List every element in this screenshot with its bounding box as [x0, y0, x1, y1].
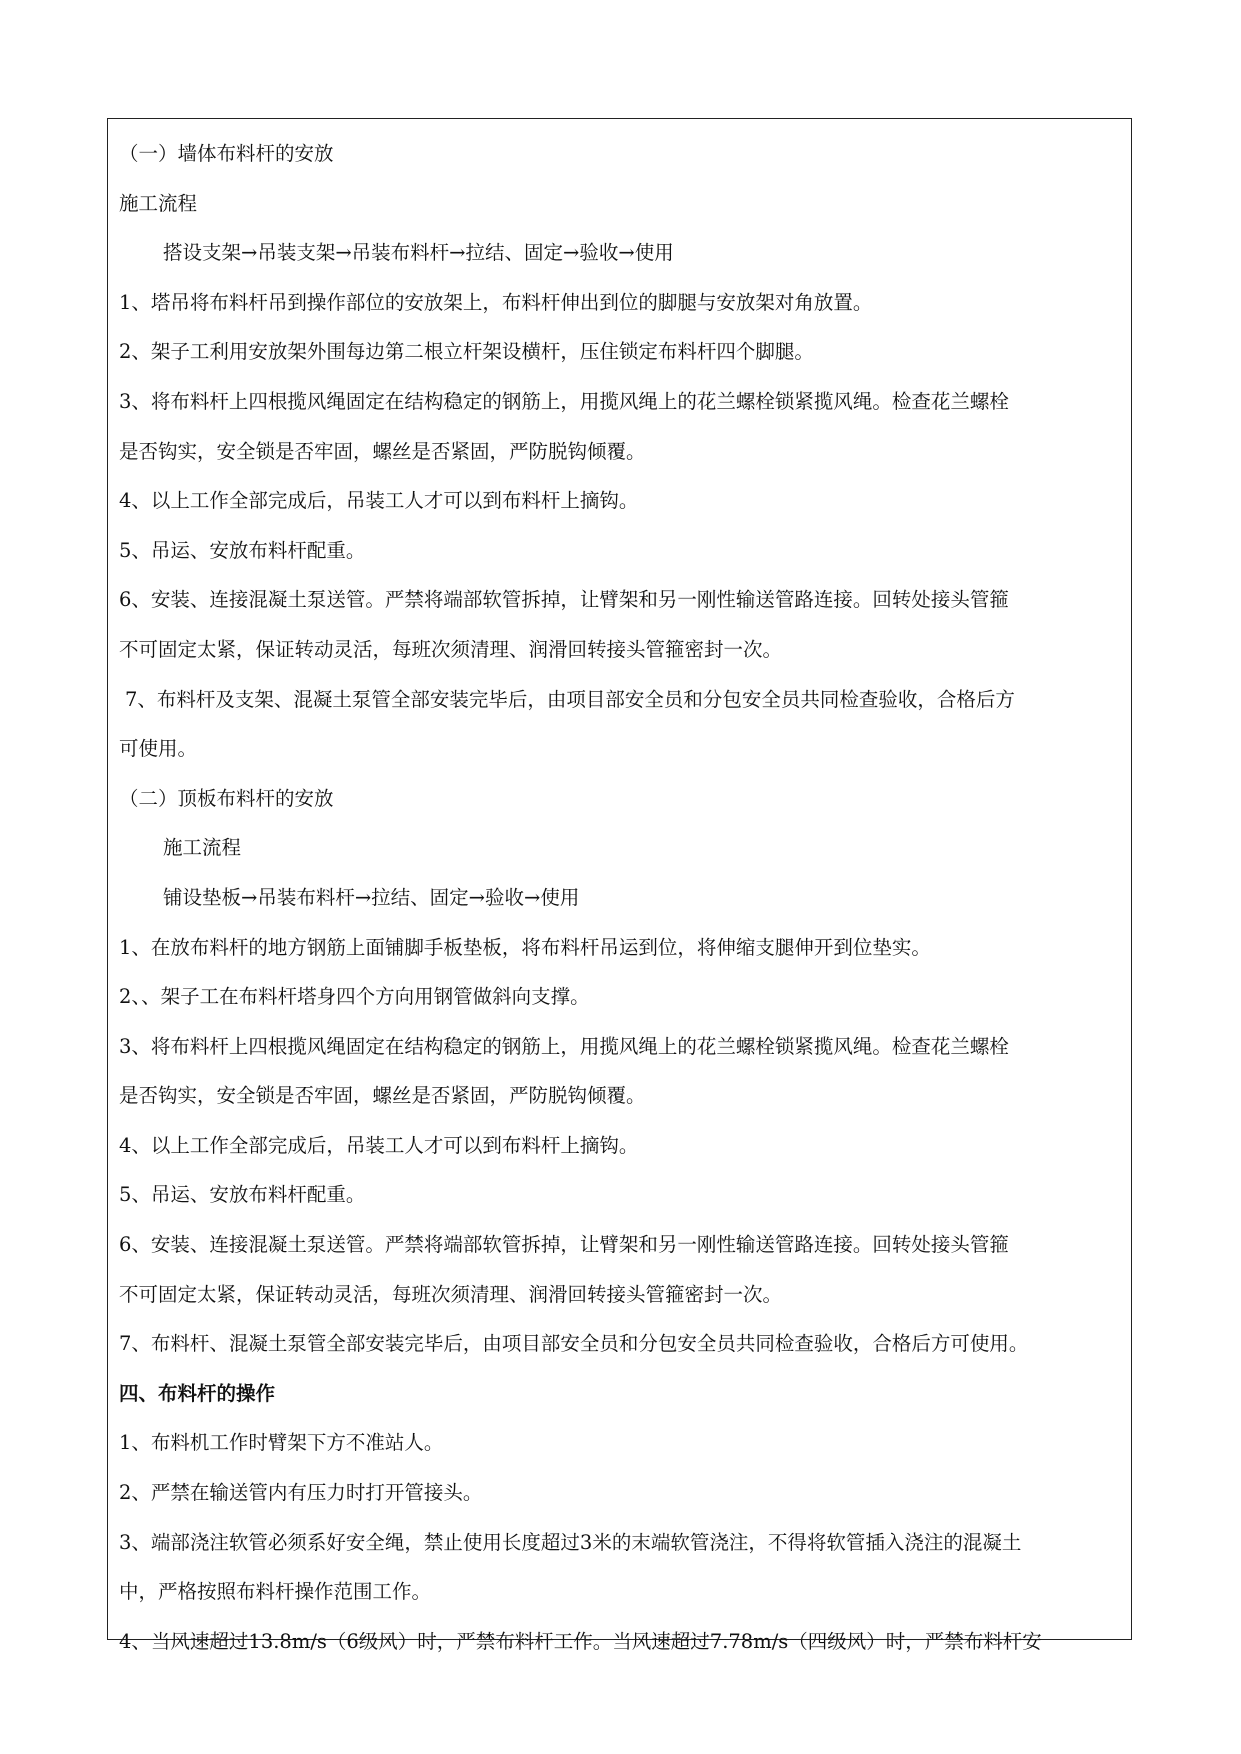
paragraph-line: 7、布料杆、混凝土泵管全部安装完毕后，由项目部安全员和分包安全员共同检查验收，合格后方可使用。: [119, 1332, 1029, 1356]
process-label: 施工流程: [119, 191, 198, 215]
paragraph-line: 1、布料机工作时臂架下方不准站人。: [119, 1431, 444, 1455]
section-heading-slab-boom: （二）顶板布料杆的安放: [119, 786, 334, 810]
paragraph-line: 是否钩实，安全锁是否牢固，螺丝是否紧固，严防脱钩倾覆。: [119, 439, 646, 463]
document-table-frame: [107, 118, 1132, 1653]
process-flow: 搭设支架→吊装支架→吊装布料杆→拉结、固定→验收→使用: [163, 241, 674, 265]
paragraph-line: 6、安装、连接混凝土泵送管。严禁将端部软管拆掉，让臂架和另一刚性输送管路连接。回转处接头管箍: [119, 588, 1009, 612]
paragraph-line: 6、安装、连接混凝土泵送管。严禁将端部软管拆掉，让臂架和另一刚性输送管路连接。回转处接头管箍: [119, 1233, 1009, 1257]
section-heading-operation: 四、布料杆的操作: [119, 1381, 276, 1405]
paragraph-line: 2、、架子工在布料杆塔身四个方向用钢管做斜向支撑。: [119, 985, 590, 1009]
paragraph-line: 是否钩实，安全锁是否牢固，螺丝是否紧固，严防脱钩倾覆。: [119, 1084, 646, 1108]
paragraph-line: 中，严格按照布料杆操作范围工作。: [119, 1580, 432, 1604]
paragraph-line: 3、将布料杆上四根揽风绳固定在结构稳定的钢筋上，用揽风绳上的花兰螺栓锁紧揽风绳。检查花兰螺栓: [119, 1034, 1009, 1058]
paragraph-line: 4、以上工作全部完成后，吊装工人才可以到布料杆上摘钩。: [119, 489, 639, 513]
paragraph-line: 3、端部浇注软管必须系好安全绳，禁止使用长度超过3米的末端软管浇注，不得将软管插入浇注的混凝土: [119, 1530, 1022, 1554]
paragraph-line: 5、吊运、安放布料杆配重。: [119, 538, 366, 562]
paragraph-line: 1、在放布料杆的地方钢筋上面铺脚手板垫板，将布料杆吊运到位，将伸缩支腿伸开到位垫实。: [119, 935, 931, 959]
process-flow: 铺设垫板→吊装布料杆→拉结、固定→验收→使用: [163, 885, 580, 909]
paragraph-line: 4、以上工作全部完成后，吊装工人才可以到布料杆上摘钩。: [119, 1133, 639, 1157]
section-heading-wall-boom: （一）墙体布料杆的安放: [119, 142, 334, 165]
paragraph-line: 7、布料杆及支架、混凝土泵管全部安装完毕后，由项目部安全员和分包安全员共同检查验收，合格后方: [125, 687, 1015, 711]
paragraph-line: 2、架子工利用安放架外围每边第二根立杆架设横杆，压住锁定布料杆四个脚腿。: [119, 340, 814, 364]
paragraph-line: 1、塔吊将布料杆吊到操作部位的安放架上，布料杆伸出到位的脚腿与安放架对角放置。: [119, 290, 873, 314]
paragraph-line: 3、将布料杆上四根揽风绳固定在结构稳定的钢筋上，用揽风绳上的花兰螺栓锁紧揽风绳。检查花兰螺栓: [119, 389, 1009, 413]
paragraph-line: 2、严禁在输送管内有压力时打开管接头。: [119, 1481, 483, 1505]
process-label: 施工流程: [163, 836, 242, 860]
paragraph-line: 4、当风速超过13.8m/s（6级风）时，严禁布料杆工作。当风速超过7.78m/s（四级风）时，严禁布料杆安: [119, 1629, 1042, 1653]
document-body: [119, 129, 1119, 1666]
paragraph-line: 5、吊运、安放布料杆配重。: [119, 1183, 366, 1207]
paragraph-line: 不可固定太紧，保证转动灵活，每班次须清理、润滑回转接头管箍密封一次。: [119, 1282, 783, 1306]
paragraph-line: 不可固定太紧，保证转动灵活，每班次须清理、润滑回转接头管箍密封一次。: [119, 637, 783, 661]
paragraph-line: 可使用。: [119, 737, 198, 761]
